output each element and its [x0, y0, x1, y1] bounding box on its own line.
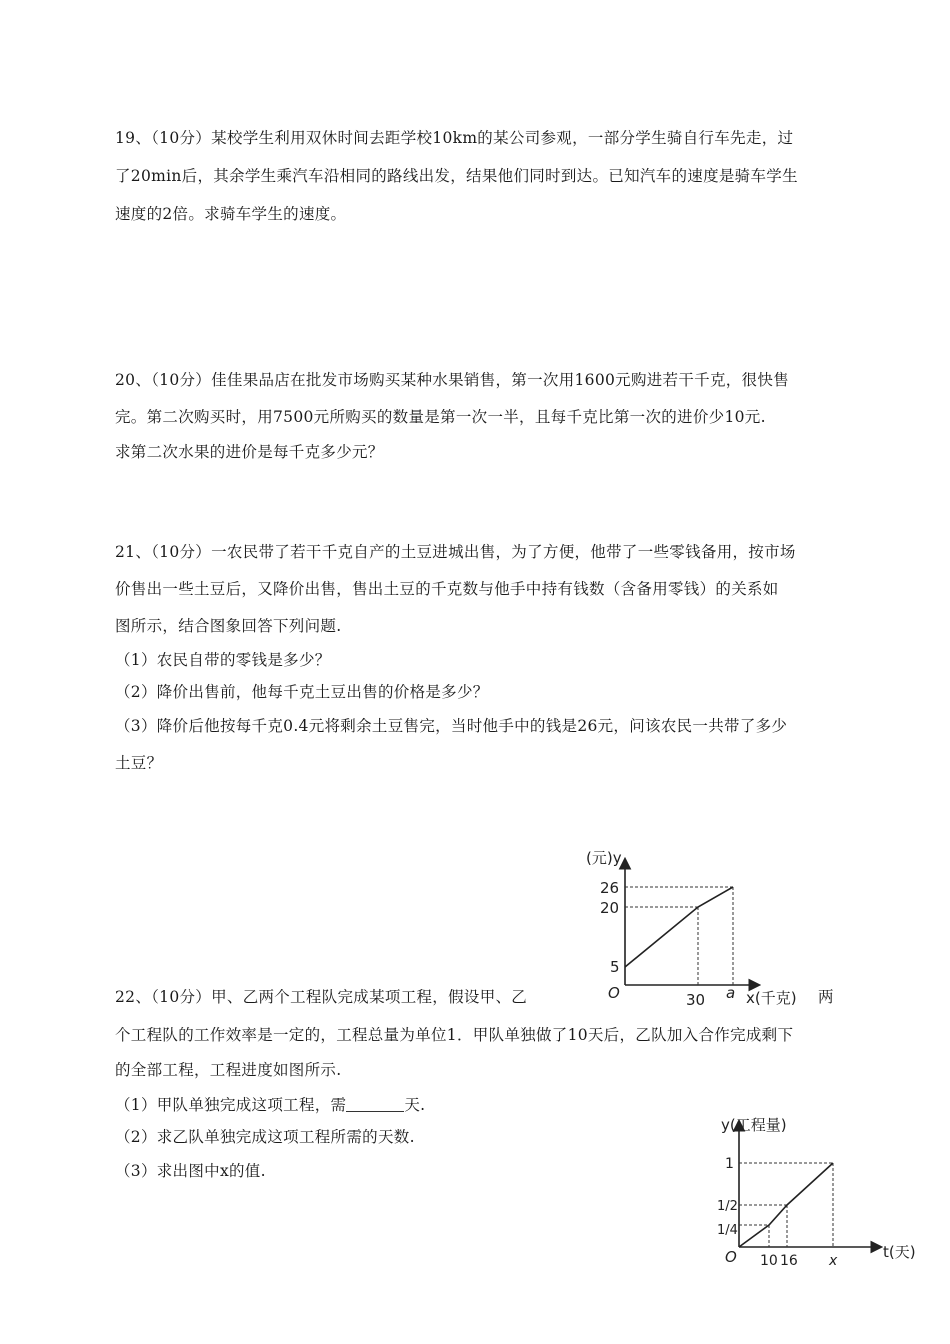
- q22-sub-2: （2）求乙队单独完成这项工程所需的天数.: [115, 1128, 415, 1146]
- q22-line-1-right: 两: [818, 988, 834, 1006]
- y-tick-1: 1: [725, 1156, 734, 1172]
- origin-label: O: [725, 1248, 737, 1266]
- y-axis-label: y(工程量): [721, 1116, 787, 1134]
- q22-line-3: 的全部工程，工程进度如图所示.: [115, 1061, 342, 1079]
- x-axis-label: x(千克): [746, 989, 797, 1007]
- q20-line-3: 求第二次水果的进价是每千克多少元？: [115, 443, 384, 461]
- progress-line: [739, 1163, 833, 1247]
- q21-line-2: 价售出一些土豆后，又降价出售，售出土豆的千克数与他手中持有钱数（含备用零钱）的关系如: [115, 580, 779, 598]
- answer-blank[interactable]: [346, 1096, 404, 1113]
- q22-line-1: 22、（10分）甲、乙两个工程队完成某项工程，假设甲、乙: [115, 988, 528, 1006]
- x-tick-10: 10: [760, 1253, 778, 1269]
- money-line: [625, 887, 733, 967]
- q20-line-1: 20、（10分）佳佳果品店在批发市场购买某种水果销售，第一次用1600元购进若干千克，很快售: [115, 371, 789, 389]
- q19-line-1: 19、（10分）某校学生利用双休时间去距学校10km的某公司参观，一部分学生骑自行车先走，过: [115, 129, 794, 147]
- q19-line-3: 速度的2倍。求骑车学生的速度。: [115, 205, 347, 223]
- q21-line-3: 图所示，结合图象回答下列问题.: [115, 617, 342, 635]
- q21-sub-2: （2）降价出售前，他每千克土豆出售的价格是多少？: [115, 683, 489, 701]
- q20-line-2: 完。第二次购买时，用7500元所购买的数量是第一次一半，且每千克比第一次的进价少10元.: [115, 408, 766, 426]
- x-tick-16: 16: [780, 1253, 798, 1269]
- q21-sub-3-cont: 土豆？: [115, 754, 163, 772]
- q22-sub-1: [115, 1093, 425, 1115]
- q22-sub-3: （3）求出图中x的值.: [115, 1162, 266, 1180]
- q19-line-2: 了20min后，其余学生乘汽车沿相同的路线出发，结果他们同时到达。已知汽车的速度是骑车学生: [115, 167, 798, 185]
- y-tick-20: 20: [600, 899, 620, 917]
- y-tick-5: 5: [610, 958, 620, 976]
- origin-label: O: [608, 984, 620, 1002]
- x-tick-30: 30: [686, 991, 706, 1009]
- q21-sub-3: （3）降价后他按每千克0.4元将剩余土豆售完，当时他手中的钱是26元，问该农民一共带了多少: [115, 717, 788, 735]
- y-tick-26: 26: [600, 879, 620, 897]
- y-axis-label: (元)y: [586, 849, 622, 867]
- y-tick-quarter: 1/4: [717, 1223, 738, 1238]
- work-progress-graph: [715, 1110, 930, 1270]
- x-tick-x: x: [829, 1253, 838, 1269]
- q21-sub-1: （1）农民自带的零钱是多少？: [115, 651, 331, 669]
- money-weight-graph: [580, 845, 815, 1015]
- x-tick-a: a: [726, 984, 736, 1002]
- q22-sub-1-prefix: （1）甲队单独完成这项工程，需: [115, 1096, 347, 1114]
- q21-line-1: 21、（10分）一农民带了若干千克自产的土豆进城出售，为了方便，他带了一些零钱备用，按市场: [115, 543, 796, 561]
- y-tick-half: 1/2: [717, 1199, 738, 1214]
- q22-line-2: 个工程队的工作效率是一定的，工程总量为单位1．甲队单独做了10天后，乙队加入合作完成剩下: [115, 1026, 794, 1044]
- q22-sub-1-suffix: 天.: [404, 1096, 426, 1114]
- x-axis-label: t(天): [883, 1243, 916, 1261]
